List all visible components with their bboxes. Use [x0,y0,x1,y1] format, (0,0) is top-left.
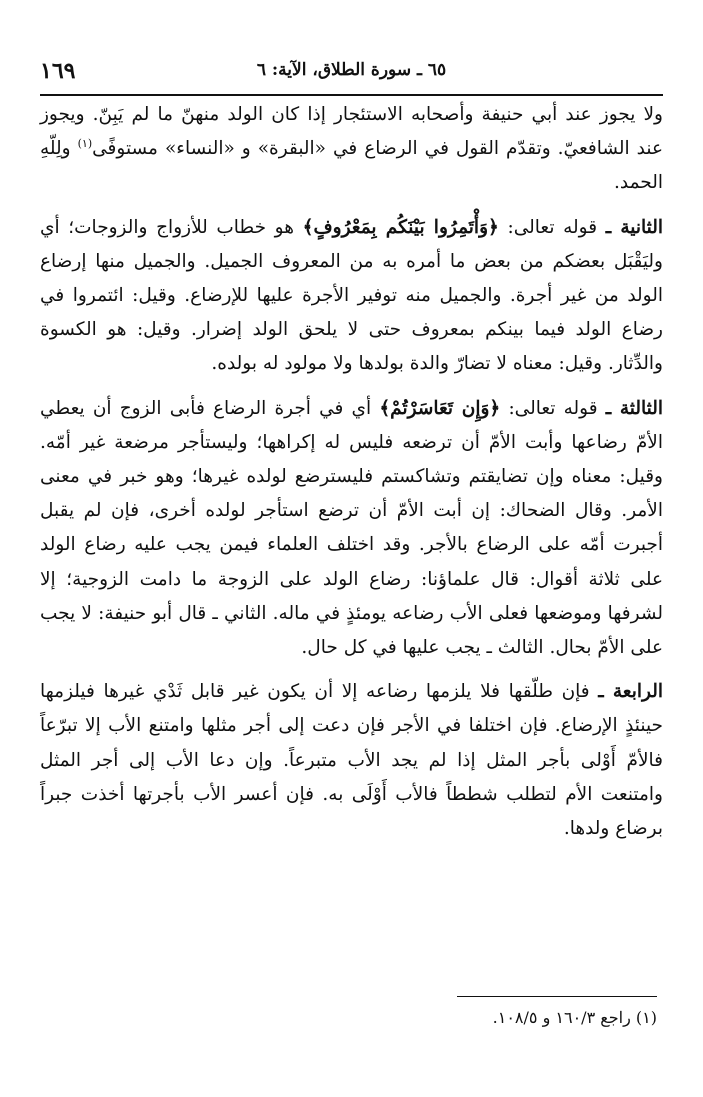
paragraph-text: قوله تعالى: [500,397,606,419]
page-header [40,58,663,92]
footnote: (١) راجع ١٦٠/٣ و ١٠٨/٥. [492,1008,657,1027]
quran-verse: ﴿وَإِن تَعَاسَرْتُمْ﴾ [379,397,501,419]
paragraph-text: أي في أجرة الرضاع فأبى الزوج أن يعطي الأمّ رضاعها وأبت الأمّ أن ترضعه فليس له إكراهها؛ وليستأجر مرضعة غير أمّه. وقيل: معناه وإن تضايقتم وتشاكستم فليسترضع لولده غيرها؛ وهو خبر في معنى الأمر. وقال الضحاك: إن أبت الأمّ أن ترضع استأجر لولده أخرى، فإن لم يقبل أجبرت أمّه على الرضاع بالأجر. وقد اختلف العلماء فيمن يجب عليه رضاع الولد على ثلاثة أقوال: قال علماؤنا: رضاع الولد على الزوجة ما دامت الزوجية؛ إلا لشرفها وموضعها فعلى الأب رضاعه يومئذٍ في ماله. الثاني ـ قال أبو حنيفة: لا يجب على الأمّ بحال. الثالث ـ يجب عليها في كل حال. [40,397,663,659]
footnote-reference[interactable]: (١) [77,137,93,151]
paragraph-third [40,392,663,666]
paragraph-intro [40,98,663,201]
paragraph-text: قوله تعالى: [498,216,606,238]
section-heading: الثانية ـ [605,216,663,238]
body-text [40,98,663,846]
paragraph-text: فإن طلّقها فلا يلزمها رضاعه إلا أن يكون غير قابل ثَدْي غيرها فيلزمها حينئذٍ الإرضاع. فإن اختلفا في الأجر فإن دعت إلى أجر مثلها وامتنع الأب إلا تبرّعاً فالأمّ أَوْلى بأجر المثل إذا لم يجد الأب متبرعاً. وإن دعا الأب إلى أجر المثل وامتنعت الأم لتطلب شططاً فالأب أَوْلَى به. فإن أعسر الأب بأجرتها أخذت جبراً برضاع ولدها. [40,681,663,840]
page-number: ١٦٩ [40,58,76,84]
quran-verse: ﴿وَأْتَمِرُوا بَيْنَكُم بِمَعْرُوفٍ﴾ [302,216,499,238]
section-heading: الرابعة ـ [598,681,663,703]
paragraph-text: ولِلّهِ الحمد. [40,138,663,194]
section-heading: الثالثة ـ [605,397,664,419]
header-rule [40,94,663,96]
paragraph-text: هو خطاب للأزواج والزوجات؛ أي وليَقْبَل بعضكم من بعض ما أمره به من المعروف الجميل. والجميل منها إرضاع الولد من غير أجرة. والجميل منه توفير الأجرة عليها للإرضاع. وقيل: ائتمروا في رضاع الولد فيما بينكم بمعروف حتى لا يلحق الولد إضرار. وقيل: هو الكسوة والدِّثار. وقيل: معناه لا تضارّ والدة بولدها ولا مولود له بولده. [40,216,663,375]
paragraph-fourth [40,675,663,846]
footnote-rule [457,996,657,997]
running-head: ٦٥ ـ سورة الطلاق، الآية: ٦ [256,60,447,80]
paragraph-text: ولا يجوز عند أبي حنيفة وأصحابه الاستئجار إذا كان الولد منهنّ ما لم يَبِنّ. ويجوز عند الشافعيّ. وتقدّم القول في الرضاع في «البقرة» و «النساء» مستوفًى [40,104,663,160]
paragraph-second [40,211,663,382]
